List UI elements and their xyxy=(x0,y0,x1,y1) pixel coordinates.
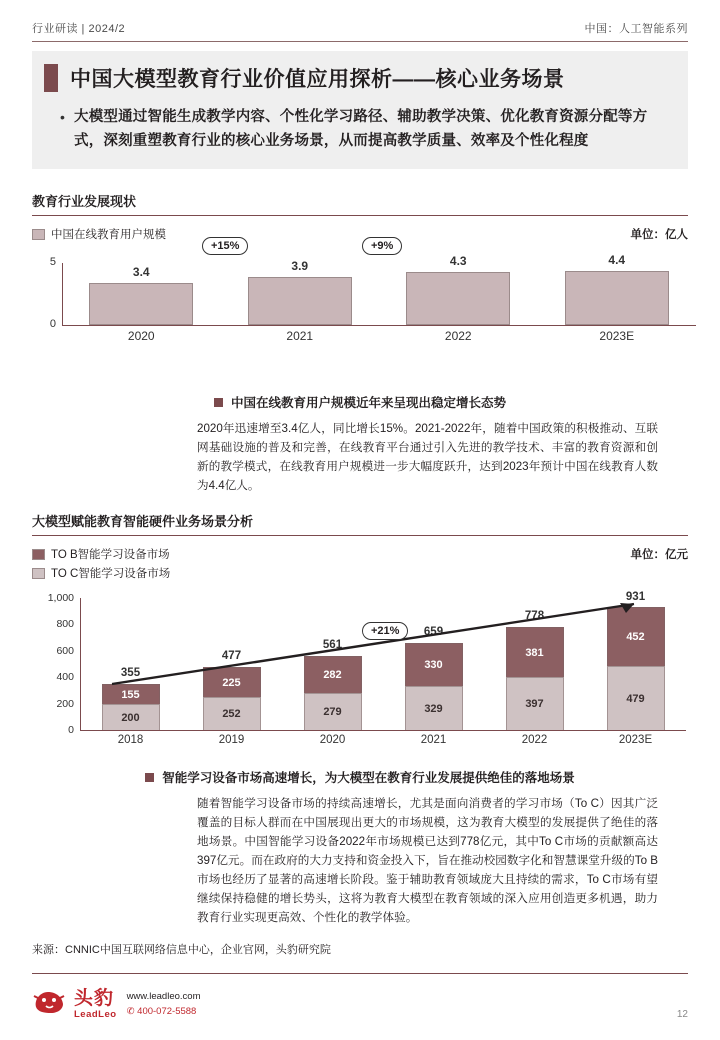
section-2-callout xyxy=(32,768,688,786)
summary-bullet xyxy=(60,105,662,153)
chart-1-slot xyxy=(538,253,697,325)
header-left-text: 行业研读 | 2024/2 xyxy=(32,23,126,35)
chart-2-slot xyxy=(585,591,686,730)
chart-2-segment-tob: 155 xyxy=(102,684,160,704)
section-1-callout xyxy=(32,393,688,411)
chart-2 xyxy=(32,591,688,758)
chart-1-slot xyxy=(62,263,221,325)
chart-2-xtick: 2020 xyxy=(319,734,346,746)
chart-1-slot xyxy=(221,259,380,325)
legend-label: TO B智能学习设备市场 xyxy=(51,549,170,561)
chart-2-stack xyxy=(607,607,665,730)
chart-2-total-label: 778 xyxy=(524,610,545,622)
chart-2-x-axis xyxy=(80,730,686,731)
logo-cn-text: 头豹 xyxy=(74,987,115,1009)
page-header xyxy=(32,0,688,42)
chart-2-ytick: 0 xyxy=(68,724,74,736)
section-1-heading: 教育行业发展现状 xyxy=(32,191,688,216)
section-1-legend-unit xyxy=(32,226,688,245)
chart-1-growth-badge: +15% xyxy=(202,237,248,255)
chart-2-segment-toc: 329 xyxy=(405,686,463,730)
chart-2-ytick: 800 xyxy=(56,618,74,630)
callout-text: 中国在线教育用户规模近年来呈现出稳定增长态势 xyxy=(230,396,506,410)
chart-1-ytick: 0 xyxy=(49,318,56,330)
chart-2-stack xyxy=(102,684,160,730)
chart-1-growth-badge: +9% xyxy=(362,237,402,255)
chart-2-segment-toc: 479 xyxy=(607,666,665,730)
chart-2-segment-tob: 381 xyxy=(506,627,564,677)
chart-2-stack xyxy=(405,643,463,730)
website-link[interactable]: www.leadleo.com xyxy=(126,991,201,1003)
chart-2-bars xyxy=(80,591,686,730)
legend-swatch-icon xyxy=(32,549,45,560)
chart-1-bar xyxy=(565,271,669,325)
chart-2-slot xyxy=(282,598,383,730)
chart-2-growth-badge: +21% xyxy=(362,622,408,640)
chart-2-segment-tob: 452 xyxy=(607,607,665,666)
chart-1-legend xyxy=(32,226,166,245)
phone-icon: ✆ xyxy=(126,1005,135,1017)
chart-1-xtick: 2022 xyxy=(444,329,472,343)
page-title: 中国大模型教育行业价值应用探析——核心业务场景 xyxy=(70,68,565,91)
chart-2-xtick: 2019 xyxy=(218,734,245,746)
legend-item xyxy=(32,226,166,242)
chart-1-value-label: 3.9 xyxy=(291,259,309,273)
bullet-dot-icon: • xyxy=(60,109,65,125)
chart-1-unit: 单位：亿人 xyxy=(630,229,688,241)
chart-1-slot xyxy=(379,254,538,325)
chart-2-total-label: 659 xyxy=(423,626,444,638)
chart-2-stack xyxy=(304,656,362,730)
chart-2-slot xyxy=(383,598,484,730)
section-2-paragraph: 随着智能学习设备市场的持续高速增长，尤其是面向消费者的学习市场（To C）因其广泛覆盖的目标人群而在中国展现出更大的市场规模，这为教育大模型的发展提供了绝佳的落地场景。中国智能学习设备2022年市场规模已达到778亿元，其中To C市场的贡献额高达397亿元。而在政府的大力支持和资金投入下，旨在推动校园数字化和智慧课堂升级的To B市场也经历了显著的高速增长阶段。鉴于辅助教育领域庞大且持续的需求，To C市场有望继续保持稳健的增长势头，这将为教育大模型在教育领域的深入应用创造更多机遇，助力教育行业实现更高效、个性化的教学体验。 xyxy=(197,797,658,924)
chart-1-bar xyxy=(248,277,352,325)
section-2-legend-unit xyxy=(32,546,688,584)
chart-2-total-label: 561 xyxy=(322,639,343,651)
phone-text: 400-072-5588 xyxy=(137,1005,197,1017)
legend-item xyxy=(32,565,170,581)
chart-2-xtick: 2021 xyxy=(420,734,447,746)
chart-1-x-axis xyxy=(62,325,696,326)
chart-2-ytick: 200 xyxy=(56,698,74,710)
phone-number xyxy=(127,1005,201,1019)
chart-2-total-label: 355 xyxy=(120,667,141,679)
legend-swatch-icon xyxy=(32,229,45,240)
chart-2-stack xyxy=(506,627,564,730)
chart-1-xtick: 2021 xyxy=(286,329,314,343)
chart-2-total-label: 477 xyxy=(221,650,242,662)
callout-square-icon xyxy=(145,773,154,782)
source-note: 来源：CNNIC中国互联网络信息中心，企业官网，头豹研究院 xyxy=(32,944,331,956)
logo-en-text: LeadLeo xyxy=(74,1008,117,1020)
chart-2-total-label: 931 xyxy=(625,591,646,603)
footer-divider xyxy=(32,973,688,974)
chart-2-segment-toc: 252 xyxy=(203,697,261,730)
callout-text: 智能学习设备市场高速增长，为大模型在教育行业发展提供绝佳的落地场景 xyxy=(162,771,575,785)
page-number: 12 xyxy=(676,1009,688,1020)
chart-2-slot xyxy=(484,598,585,730)
chart-2-segment-tob: 282 xyxy=(304,656,362,693)
chart-2-xtick: 2023E xyxy=(618,734,653,746)
title-row xyxy=(32,63,688,93)
chart-1-xtick: 2020 xyxy=(127,329,155,343)
title-band xyxy=(32,51,688,169)
chart-2-segment-tob: 225 xyxy=(203,667,261,697)
legend-label: TO C智能学习设备市场 xyxy=(51,568,171,580)
leadleo-wordmark xyxy=(74,989,117,1020)
chart-2-segment-toc: 279 xyxy=(304,693,362,730)
legend-swatch-icon xyxy=(32,568,45,579)
section-1-paragraph: 2020年迅速增至3.4亿人，同比增长15%。2021-2022年，随着中国政策的积极推动、互联网基础设施的普及和完善，在线教育平台通过引入先进的教学技术、丰富的教育资源和创新的教学模式，在线教育用户规模进一步大幅度跃升，达到2023年预计中国在线教育人数为4.4亿人。 xyxy=(197,422,658,492)
chart-2-legend xyxy=(32,546,170,584)
section-2-heading: 大模型赋能教育智能硬件业务场景分析 xyxy=(32,511,688,536)
chart-2-slot xyxy=(181,598,282,730)
chart-2-segment-toc: 397 xyxy=(506,677,564,730)
header-right-text: 中国：人工智能系列 xyxy=(584,23,688,35)
footer xyxy=(32,987,200,1022)
chart-1-bars xyxy=(62,253,696,325)
chart-2-ytick: 400 xyxy=(56,671,74,683)
legend-label: 中国在线教育用户规模 xyxy=(51,229,166,241)
chart-2-unit: 单位：亿元 xyxy=(630,549,688,561)
chart-2-ytick: 1,000 xyxy=(47,592,74,604)
chart-1-bar xyxy=(89,283,193,325)
leadleo-logo-icon xyxy=(32,987,66,1022)
chart-2-slot xyxy=(80,598,181,730)
chart-2-stack xyxy=(203,667,261,730)
chart-1-bar xyxy=(406,272,510,325)
chart-2-xtick: 2022 xyxy=(521,734,548,746)
chart-2-xtick: 2018 xyxy=(117,734,144,746)
chart-1-value-label: 4.3 xyxy=(449,254,467,268)
chart-1-xtick: 2023E xyxy=(599,329,635,343)
chart-2-segment-toc: 200 xyxy=(102,704,160,730)
summary-bullet-text: 大模型通过智能生成教学内容、个性化学习路径、辅助教学决策、优化教育资源分配等方式，深刻重塑教育行业的核心业务场景，从而提高教学质量、效率及个性化程度 xyxy=(74,109,648,149)
chart-2-ytick: 600 xyxy=(56,645,74,657)
callout-square-icon xyxy=(214,398,223,407)
chart-1-x-labels xyxy=(62,329,696,343)
chart-1-value-label: 4.4 xyxy=(608,253,626,267)
footer-contact xyxy=(127,990,201,1019)
chart-2-x-labels xyxy=(80,734,686,746)
legend-item xyxy=(32,546,170,562)
chart-2-segment-tob: 330 xyxy=(405,643,463,686)
chart-1-ytick: 5 xyxy=(49,256,56,268)
title-accent-mark xyxy=(44,64,58,92)
chart-1-value-label: 3.4 xyxy=(132,265,150,279)
chart-1 xyxy=(32,240,688,383)
